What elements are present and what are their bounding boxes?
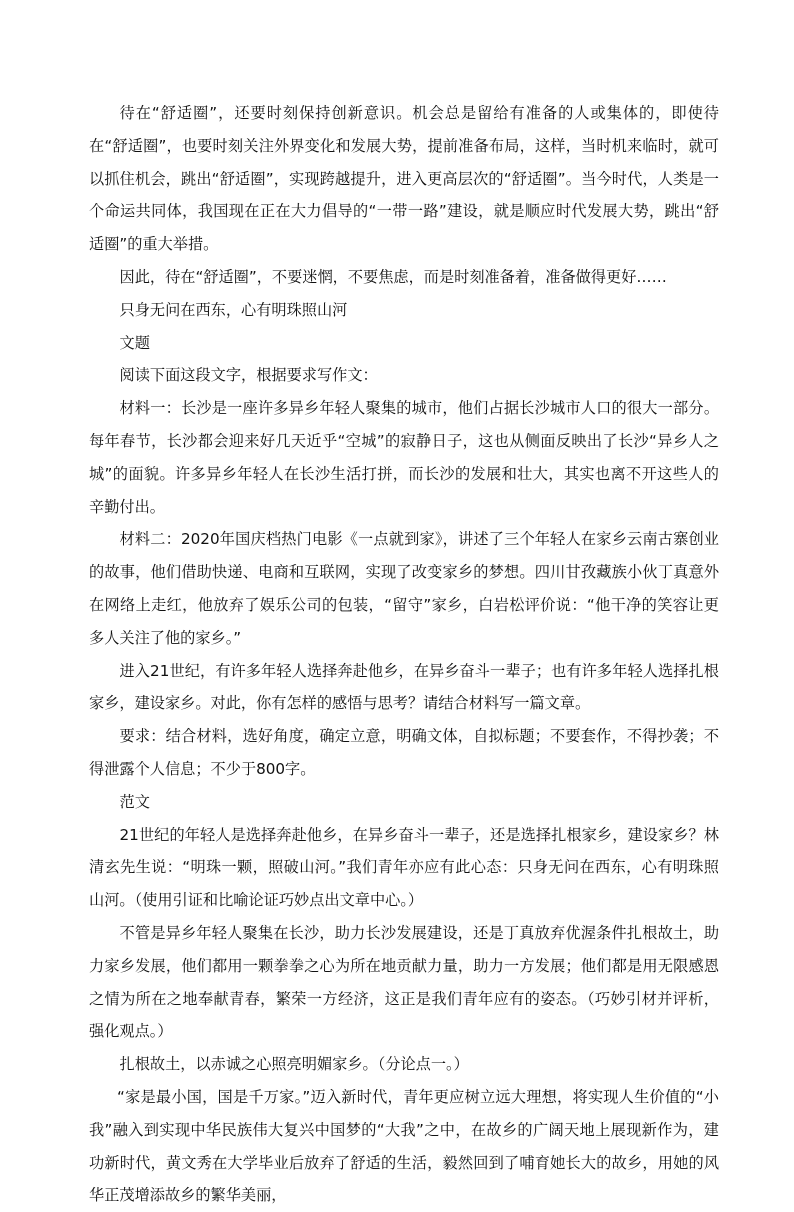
section-heading-prompt: 文题 (119, 333, 150, 352)
prompt-question: 进入21世纪，有许多年轻人选择奔赴他乡，在异乡奋斗一辈子；也有许多年轻人选择扎根家乡，建设家乡。对此，你有怎样的感悟与思考？请结合材料写一篇文章。 (89, 661, 719, 713)
paragraph-conclusion: 因此，待在“舒适圈”，不要迷惘，不要焦虑，而是时刻准备着，准备做得更好…… (119, 267, 667, 286)
paragraph-comfort-zone-innovation: 待在“舒适圈”，还要时刻保持创新意识。机会总是留给有准备的人或集体的，即使待在“舒适圈”，也要时刻关注外界变化和发展大势，提前准备布局，这样，当时机来临时，就可以抓住机会，跳出“舒适圈”，实现跨越提升，进入更高层次的“舒适圈”。当今时代，人类是一个命运共同体，我国现在正在大力倡导的“一带一路”建设，就是顺应时代发展大势，跳出“舒适圈”的重大举措。 (89, 104, 719, 254)
essay-title: 只身无问在西东，心有明珠照山河 (119, 300, 348, 319)
sample-paragraph-intro: 21世纪的年轻人是选择奔赴他乡，在异乡奋斗一辈子，还是选择扎根家乡，建设家乡？林清玄先生说：“明珠一颗，照破山河。”我们青年亦应有此心态：只身无问在西东，心有明珠照山河。（使用引证和比喻论证巧妙点出文章中心。） (89, 825, 719, 910)
sample-paragraph-analysis: 不管是异乡年轻人聚集在长沙，助力长沙发展建设，还是丁真放弃优渥条件扎根故土，助力家乡发展，他们都用一颗拳拳之心为所在地贡献力量，助力一方发展；他们都是用无限感恩之情为所在之地奉献青春，繁荣一方经济，这正是我们青年应有的姿态。（巧妙引材并评析，强化观点。） (89, 923, 719, 1041)
prompt-requirements: 要求：结合材料，选好角度，确定立意，明确文体，自拟标题；不要套作，不得抄袭；不得泄露个人信息；不少于800字。 (89, 727, 719, 778)
sample-paragraph-home: “家是最小国，国是千万家。”迈入新时代，青年更应树立远大理想，将实现人生价值的“小我”融入到实现中华民族伟大复兴中国梦的“大我”之中，在故乡的广阔天地上展现新作为，建功新时代，黄文秀在大学毕业后放弃了舒适的生活，毅然回到了哺育她长大的故乡，用她的风华正茂增添故乡的繁华美丽， (89, 1087, 719, 1205)
prompt-instruction: 阅读下面这段文字，根据要求写作文： (119, 366, 378, 385)
document-page (89, 97, 719, 1212)
sample-subpoint-one: 扎根故土，以赤诚之心照亮明媚家乡。（分论点一。） (119, 1055, 469, 1074)
material-two: 材料二：2020年国庆档热门电影《一点就到家》，讲述了三个年轻人在家乡云南古寨创业的故事，他们借助快递、电商和互联网，实现了改变家乡的梦想。四川甘孜藏族小伙丁真意外在网络上走红，他放弃了娱乐公司的包装，“留守”家乡，白岩松评价说：“他干净的笑容让更多人关注了他的家乡。” (89, 530, 719, 647)
section-heading-sample: 范文 (119, 792, 150, 811)
material-one: 材料一：长沙是一座许多异乡年轻人聚集的城市，他们占据长沙城市人口的很大一部分。每年春节，长沙都会迎来好几天近乎“空城”的寂静日子，这也从侧面反映出了长沙“异乡人之城”的面貌。许多异乡年轻人在长沙生活打拼，而长沙的发展和壮大，其实也离不开这些人的辛勤付出。 (89, 399, 719, 516)
